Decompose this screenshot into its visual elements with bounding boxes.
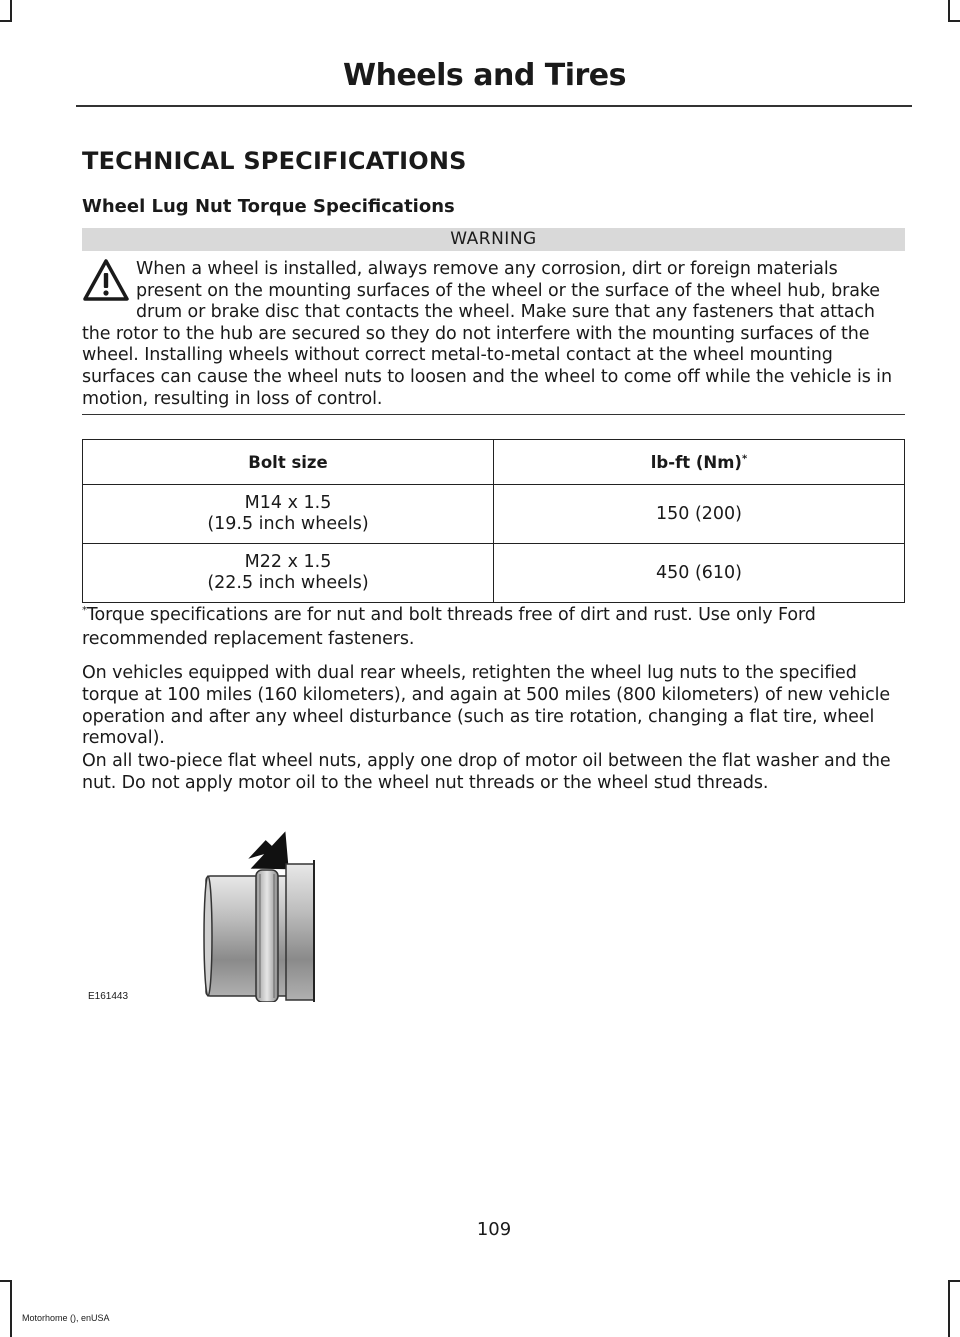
table-row bbox=[83, 485, 905, 544]
bolt-size-cell bbox=[83, 544, 494, 603]
torque-value: 450 (610) bbox=[494, 544, 905, 603]
wheel-size: (19.5 inch wheels) bbox=[207, 514, 369, 534]
footer-text: Motorhome (), enUSA bbox=[22, 1313, 110, 1323]
header-bolt-size: Bolt size bbox=[83, 440, 494, 485]
crop-mark bbox=[948, 1280, 950, 1337]
page-number: 109 bbox=[476, 1219, 512, 1240]
paragraph-dual-rear: On vehicles equipped with dual rear wheels, retighten the wheel lug nuts to the specified torque at 100 miles (160 kilometers), and again at 500 miles (800 kilometers) of new vehicle operation and after any wheel disturbance (such as tire rotation, changing a flat tire, wheel removal). bbox=[82, 663, 891, 749]
crop-mark bbox=[948, 20, 960, 22]
crop-mark bbox=[0, 1280, 12, 1282]
warning-body-text: When a wheel is installed, always remove any corrosion, dirt or foreign materials present on the mounting surfaces of the wheel or the surface of the wheel hub, brake drum or brake disc that contacts the wheel. Make sure that any fasteners that attach the rotor to the hub are secured so they do not interfere with the mounting surfaces of the wheel. Installing wheels without correct metal-to-metal contact at the wheel mounting surfaces can cause the wheel nuts to loosen and the wheel to come off while the vehicle is in motion, resulting in loss of control. bbox=[82, 259, 892, 409]
table-header-row bbox=[83, 440, 905, 485]
crop-mark bbox=[10, 0, 12, 20]
torque-value: 150 (200) bbox=[494, 485, 905, 544]
header-torque-label: lb-ft (Nm) bbox=[650, 452, 742, 472]
section-subtitle: Wheel Lug Nut Torque Specifications bbox=[82, 196, 455, 217]
torque-spec-table bbox=[82, 439, 905, 603]
footnote-mark: * bbox=[82, 605, 87, 617]
header-footnote-mark: * bbox=[741, 453, 748, 464]
bolt-size: M22 x 1.5 bbox=[244, 552, 332, 572]
wheel-size: (22.5 inch wheels) bbox=[207, 573, 369, 593]
header-torque bbox=[494, 440, 905, 485]
warning-body bbox=[82, 259, 908, 410]
footnote-text: Torque specifications are for nut and bolt threads free of dirt and rust. Use only Ford recommended replacement fasteners. bbox=[82, 605, 816, 649]
warning-rule bbox=[82, 414, 905, 415]
crop-mark bbox=[948, 1280, 960, 1282]
paragraph-two-piece: On all two-piece flat wheel nuts, apply one drop of motor oil between the flat washer and the nut. Do not apply motor oil to the wheel nut threads or the wheel stud threads. bbox=[82, 751, 891, 793]
section-title: TECHNICAL SPECIFICATIONS bbox=[82, 147, 467, 175]
header-rule bbox=[76, 105, 912, 107]
crop-mark bbox=[948, 0, 950, 20]
warning-label: WARNING bbox=[82, 228, 905, 251]
chapter-title: Wheels and Tires bbox=[343, 58, 626, 93]
crop-mark bbox=[0, 20, 12, 22]
footnote bbox=[82, 604, 908, 651]
figure-code: E161443 bbox=[88, 991, 129, 1002]
bolt-size-cell bbox=[83, 485, 494, 544]
bolt-size: M14 x 1.5 bbox=[244, 493, 332, 513]
wheel-nut-illustration bbox=[200, 830, 330, 1002]
table-row bbox=[83, 544, 905, 603]
crop-mark bbox=[10, 1280, 12, 1337]
